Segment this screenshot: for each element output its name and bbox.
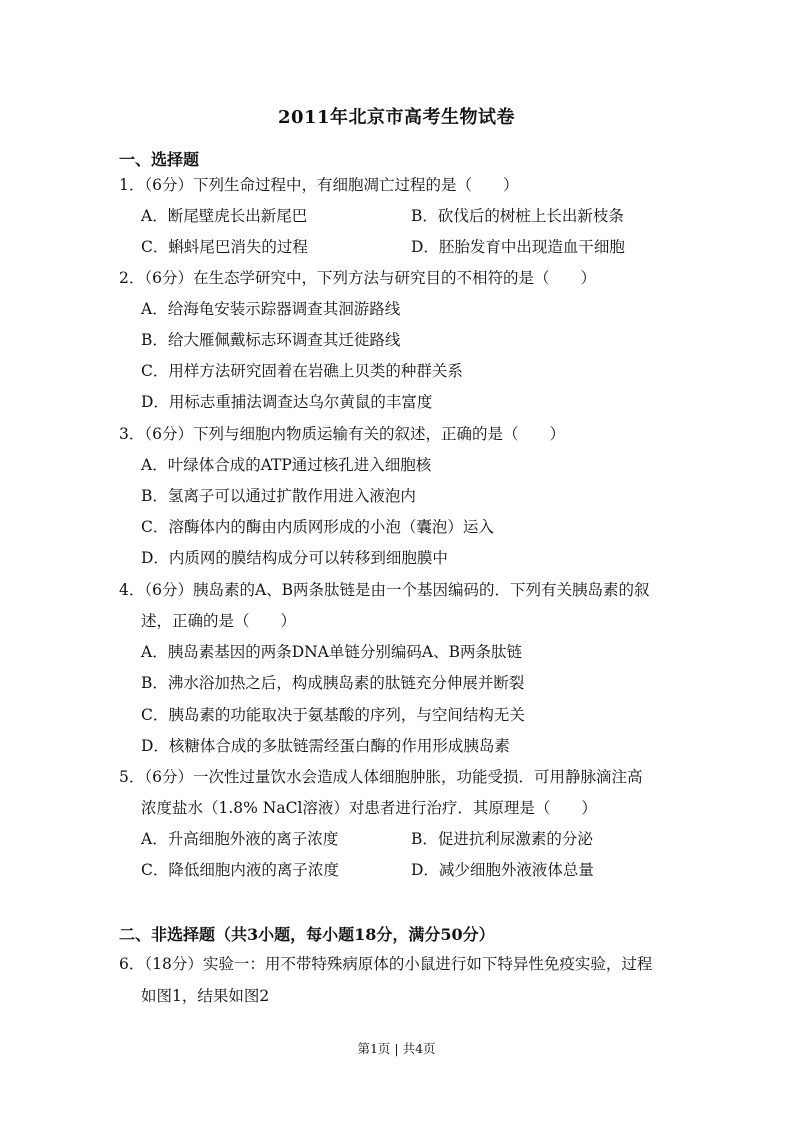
question-3-option-c: C．溶酶体内的酶由内质网形成的小泡（囊泡）运入: [141, 518, 494, 536]
section-heading-choice: 一、选择题: [119, 150, 200, 169]
question-3-option-a: A．叶绿体合成的ATP通过核孔进入细胞核: [141, 456, 432, 474]
question-4-option-b: B．沸水浴加热之后，构成胰岛素的肽链充分伸展并断裂: [141, 674, 525, 692]
question-1-option-d: D．胚胎发育中出现造血干细胞: [411, 238, 625, 256]
section-heading-non-choice: 二、非选择题（共3小题，每小题18分，满分50分）: [119, 925, 495, 944]
question-1-option-b: B．砍伐后的树桩上长出新枝条: [411, 207, 624, 225]
question-4-option-d: D．核糖体合成的多肽链需经蛋白酶的作用形成胰岛素: [141, 737, 510, 755]
question-2-option-d: D．用标志重捕法调查达乌尔黄鼠的丰富度: [141, 393, 433, 411]
question-6-stem-continued: 如图1，结果如图2: [141, 987, 270, 1005]
question-1-option-a: A．断尾壁虎长出新尾巴: [141, 207, 308, 225]
question-1-stem: 1．（6分）下列生命过程中，有细胞凋亡过程的是（ ）: [119, 176, 519, 194]
question-5-stem-continued: 浓度盐水（1.8% NaCl溶液）对患者进行治疗．其原理是（ ）: [141, 799, 597, 817]
question-2-option-a: A．给海龟安装示踪器调查其洄游路线: [141, 300, 401, 318]
question-4-stem: 4．（6分）胰岛素的A、B两条肽链是由一个基因编码的．下列有关胰岛素的叙: [119, 581, 650, 599]
question-3-option-b: B．氢离子可以通过扩散作用进入液泡内: [141, 487, 416, 505]
page-footer: 第1页 | 共4页: [357, 1041, 436, 1056]
question-6-stem: 6．（18分）实验一：用不带特殊病原体的小鼠进行如下特异性免疫实验，过程: [119, 955, 653, 973]
question-5-option-a: A．升高细胞外液的离子浓度: [141, 830, 339, 848]
question-2-option-b: B．给大雁佩戴标志环调查其迁徙路线: [141, 331, 401, 349]
question-2-option-c: C．用样方法研究固着在岩礁上贝类的种群关系: [141, 362, 463, 380]
question-4-stem-continued: 述，正确的是（ ）: [141, 612, 297, 630]
question-2-stem: 2．（6分）在生态学研究中，下列方法与研究目的不相符的是（ ）: [119, 269, 596, 287]
page-title: 2011年北京市高考生物试卷: [277, 107, 516, 128]
question-5-option-b: B．促进抗利尿激素的分泌: [411, 830, 593, 848]
question-5-stem: 5．（6分）一次性过量饮水会造成人体细胞肿胀，功能受损．可用静脉滴注高: [119, 768, 643, 786]
question-5-option-c: C．降低细胞内液的离子浓度: [141, 861, 339, 879]
question-4-option-c: C．胰岛素的功能取决于氨基酸的序列，与空间结构无关: [141, 706, 525, 724]
question-3-option-d: D．内质网的膜结构成分可以转移到细胞膜中: [141, 549, 448, 567]
question-3-stem: 3．（6分）下列与细胞内物质运输有关的叙述，正确的是（ ）: [119, 425, 565, 443]
question-1-option-c: C．蝌蚪尾巴消失的过程: [141, 238, 308, 256]
question-4-option-a: A．胰岛素基因的两条DNA单链分别编码A、B两条肽链: [141, 643, 522, 661]
question-5-option-d: D．减少细胞外液液体总量: [411, 861, 594, 879]
